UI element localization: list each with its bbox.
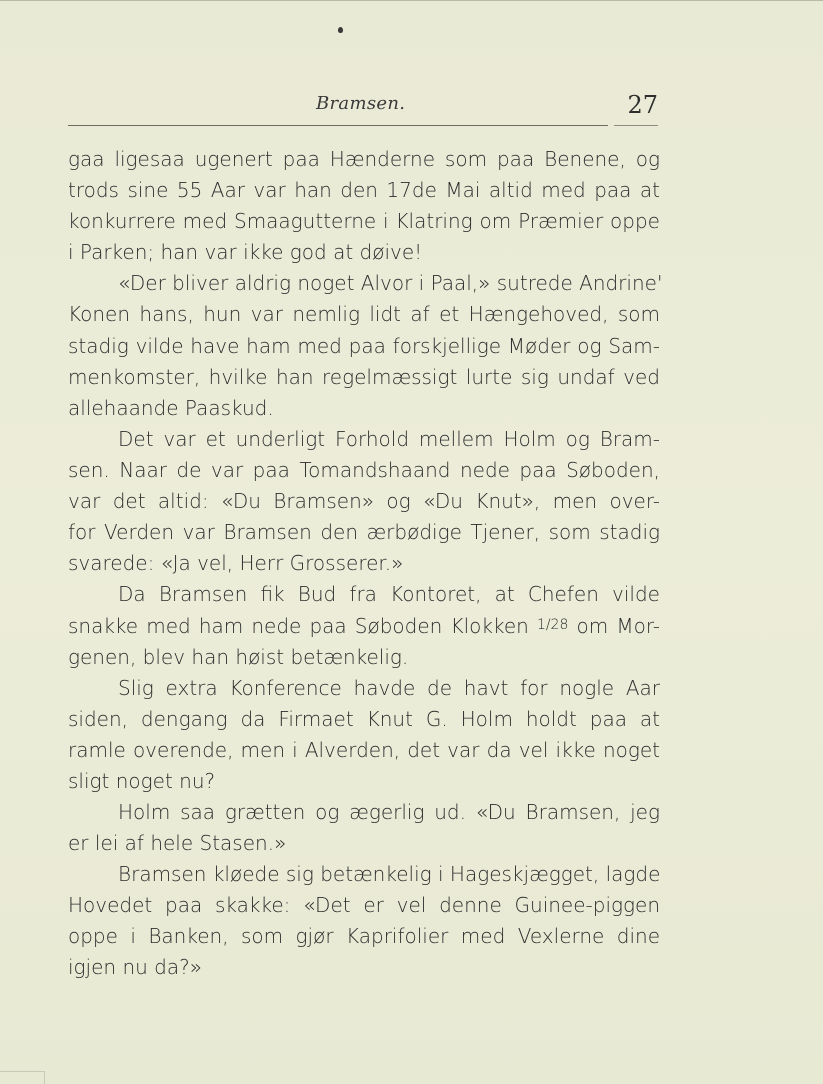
text-segment: snakke med ham nede paa Søboden Klokken [68, 614, 529, 639]
text-line: Bramsen kløede sig betænkelig i Hageskjægget, lagde [118, 862, 661, 887]
text-line: svarede: «Ja vel, Herr Grosserer.» [68, 551, 404, 576]
body-text [68, 144, 663, 984]
header-rule-short [614, 125, 658, 126]
text-line: genen, blev han høist betænkelig. [68, 644, 409, 669]
text-line: menkomster, hvilke han regelmæssigt lurte sig undaf ved [68, 364, 660, 389]
text-line: oppe i Banken, som gjør Kaprifolier med Vexlerne dine [68, 924, 660, 949]
text-line: var det altid: «Du Bramsen» og «Du Knut», men over- [68, 489, 660, 514]
text-line-with-fraction [68, 610, 660, 641]
header-rule [68, 125, 608, 126]
text-line: Holm saa grætten og ægerlig ud. «Du Bramsen, jeg [118, 799, 660, 824]
text-line: konkurrere med Smaagutterne i Klatring om Præmier oppe [68, 209, 660, 234]
text-line: for Verden var Bramsen den ærbødige Tjener, som stadig [68, 520, 660, 545]
text-line: igjen nu da?» [68, 955, 202, 980]
ink-speck [338, 27, 343, 33]
text-line: ramle overende, men i Alverden, det var da vel ikke noget [68, 737, 660, 762]
text-line: trods sine 55 Aar var han den 17de Mai altid med paa at [68, 178, 660, 203]
text-segment: om Mor- [576, 614, 661, 639]
text-line: stadig vilde have ham med paa forskjellige Møder og Sam- [68, 333, 660, 358]
text-line: i Parken; han var ikke god at døive! [68, 240, 423, 265]
text-line: Hovedet paa skakke: «Det er vel denne Guinee-piggen [68, 893, 660, 918]
text-line: Det var et underligt Forhold mellem Holm og Bram- [118, 426, 660, 451]
text-line: allehaande Paaskud. [68, 395, 274, 420]
running-header [68, 93, 658, 127]
text-line: gaa ligesaa ugenert paa Hænderne som paa Benene, og [68, 147, 660, 171]
text-line: Slig extra Konference havde de havt for nogle Aar [118, 675, 660, 700]
fraction: 1/28 [536, 617, 569, 634]
corner-mark [0, 1071, 45, 1084]
text-line: «Der bliver aldrig noget Alvor i Paal,» sutrede Andrine' [118, 271, 663, 296]
text-line: sligt noget nu? [68, 768, 216, 793]
page-number: 27 [627, 91, 658, 119]
running-title: Bramsen. [316, 93, 406, 114]
text-line: Da Bramsen fik Bud fra Kontoret, at Chefen vilde [118, 582, 660, 607]
text-line: Konen hans, hun var nemlig lidt af et Hængehoved, som [68, 302, 660, 327]
text-line: siden, dengang da Firmaet Knut G. Holm holdt paa at [68, 706, 660, 731]
text-line: er lei af hele Stasen.» [68, 831, 287, 856]
text-line: sen. Naar de var paa Tomandshaand nede paa Søboden, [68, 457, 660, 482]
